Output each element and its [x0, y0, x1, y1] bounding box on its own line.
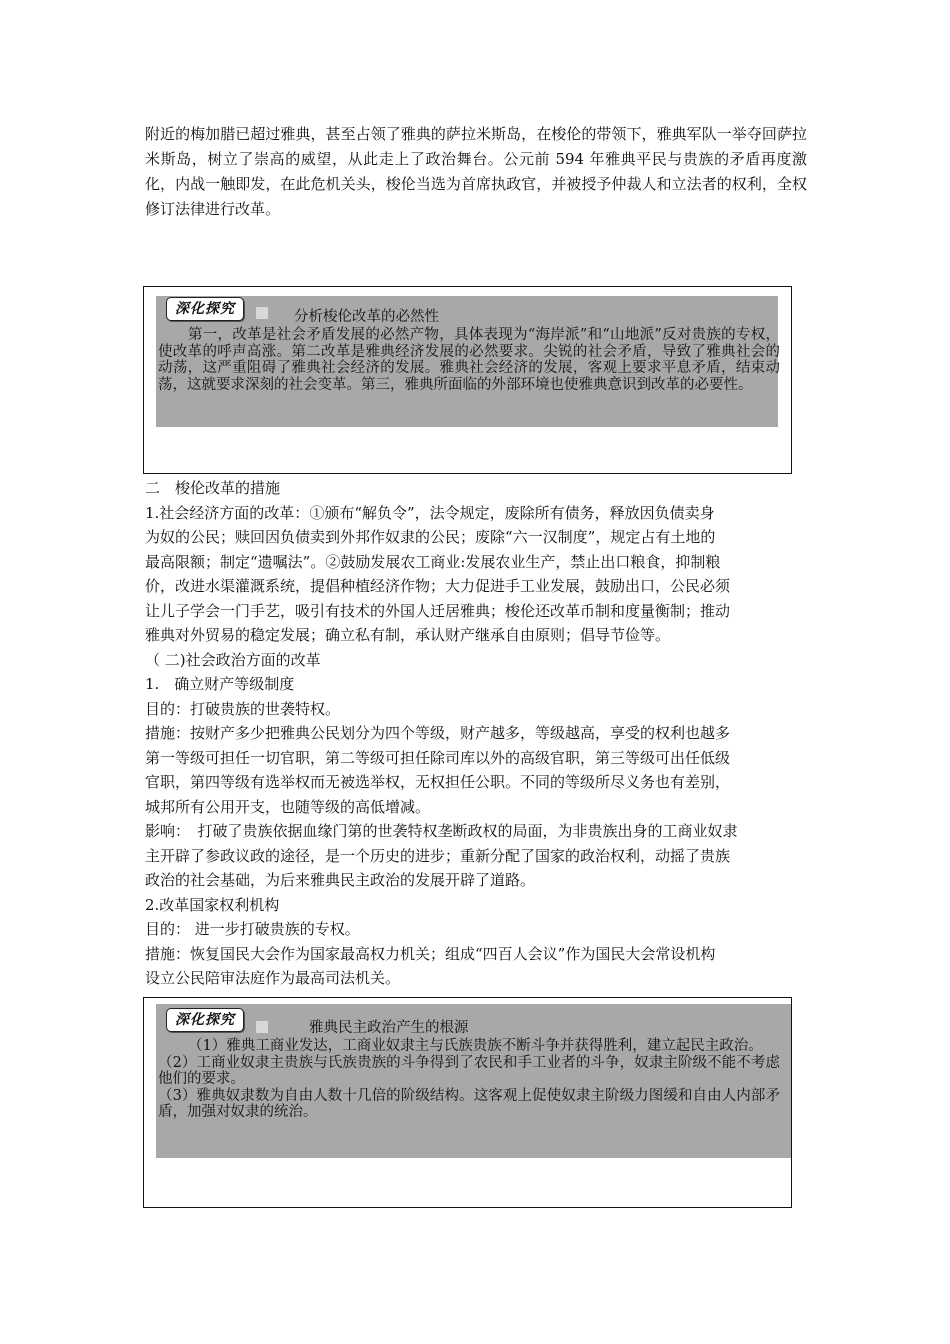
text-line: 1.社会经济方面的改革：①颁布“解负令”，法令规定，废除所有债务，释放因负债卖身: [145, 503, 715, 522]
box-title: 雅典民主政治产生的根源: [309, 1020, 469, 1036]
text-line: 1. 确立财产等级制度: [145, 675, 295, 693]
text-line: 2.改革国家权利机构: [145, 895, 280, 914]
list-item: （2）工商业奴隶主贵族与氏族贵族的斗争得到了农民和手工业者的斗争，奴隶主阶级不能不考虑他们的要求。: [158, 1054, 780, 1087]
reform-measures-section: [145, 476, 810, 991]
text-line: 影响： 打破了贵族依据血缘门第的世袭特权垄断政权的局面，为非贵族出身的工商业奴隶: [145, 822, 738, 840]
intro-paragraph: 附近的梅加腊已超过雅典，甚至占领了雅典的萨拉米斯岛，在梭伦的带领下，雅典军队一举夺回萨拉米斯岛，树立了崇高的威望，从此走上了政治舞台。公元前 594 年雅典平民与贵族的矛盾再度激化，内战一触即发，在此危机关头，梭伦当选为首席执政官，并被授予仲裁人和立法者的权利，全权修订法律进行改革。: [145, 125, 807, 218]
list-item: （3）雅典奴隶数为自由人数十几倍的阶级结构。这客观上促使奴隶主阶级力图缓和自由人内部矛盾，加强对奴隶的统治。: [158, 1087, 780, 1120]
text-line: 第一等级可担任一切官职，第二等级可担任除司库以外的高级官职，第三等级可出任低级: [145, 748, 731, 767]
text-line: （ 二)社会政治方面的改革: [145, 650, 321, 669]
text-line: 二 梭伦改革的措施: [145, 479, 281, 497]
inquiry-box-1: [143, 286, 792, 474]
text-line: 让儿子学会一门手艺，吸引有技术的外国人迁居雅典；梭伦还改革币制和度量衡制；推动: [145, 601, 731, 620]
text-line: 官职，第四等级有选举权而无被选举权，无权担任公职。不同的等级所尽义务也有差别，: [145, 773, 731, 791]
text-line: 价，改进水渠灌溉系统，提倡种植经济作物；大力促进手工业发展，鼓励出口，公民必须: [145, 577, 731, 595]
square-icon: [256, 307, 268, 319]
text-line: 雅典对外贸易的稳定发展；确立私有制，承认财产继承自由原则；倡导节俭等。: [145, 626, 671, 644]
inquiry-badge: 深化探究: [166, 297, 244, 321]
inquiry-box-2: [143, 997, 792, 1208]
text-line: 设立公民陪审法庭作为最高司法机关。: [145, 969, 401, 987]
box-text: 第一，改革是社会矛盾发展的必然产物，具体表现为“海岸派”和“山地派”反对贵族的专权，使改革的呼声高涨。第二改革是雅典经济发展的必然要求。尖锐的社会矛盾，导致了雅典社会的动荡，这严重阻碍了雅典社会经济的发展。雅典社会经济的发展，客观上要求平息矛盾，结束动荡，这就要求深刻的社会变革。第三，雅典所面临的外部环境也使雅典意识到改革的必要性。: [158, 327, 780, 393]
text-line: 目的： 进一步打破贵族的专权。: [145, 920, 360, 938]
text-line: 主开辟了参政议政的途径，是一个历史的进步；重新分配了国家的政治权利，动摇了贵族: [145, 846, 731, 865]
text-line: 最高限额；制定“遗嘱法”。②鼓励发展农工商业:发展农业生产，禁止出口粮食，抑制粮: [145, 552, 721, 571]
text-line: 政治的社会基础，为后来雅典民主政治的发展开辟了道路。: [145, 871, 536, 889]
list-item: （1）雅典工商业发达，工商业奴隶主与氏族贵族不断斗争并获得胜利，建立起民主政治。: [188, 1038, 763, 1054]
box-title: 分析梭伦改革的必然性: [294, 309, 439, 325]
inquiry-badge: 深化探究: [166, 1008, 244, 1032]
text-line: 目的：打破贵族的世袭特权。: [145, 699, 341, 718]
text-line: 城邦所有公用开支，也随等级的高低增减。: [145, 797, 431, 816]
text-line: 措施：按财产多少把雅典公民划分为四个等级，财产越多，等级越高，享受的权利也越多: [145, 724, 731, 742]
square-icon: [256, 1021, 268, 1033]
text-line: 措施：恢复国民大会作为国家最高权力机关；组成“四百人会议”作为国民大会常设机构: [145, 944, 716, 963]
text-line: 为奴的公民；赎回因负债卖到外邦作奴隶的公民；废除“六一汉制度”，规定占有土地的: [145, 528, 716, 546]
box-text: [158, 1038, 780, 1121]
